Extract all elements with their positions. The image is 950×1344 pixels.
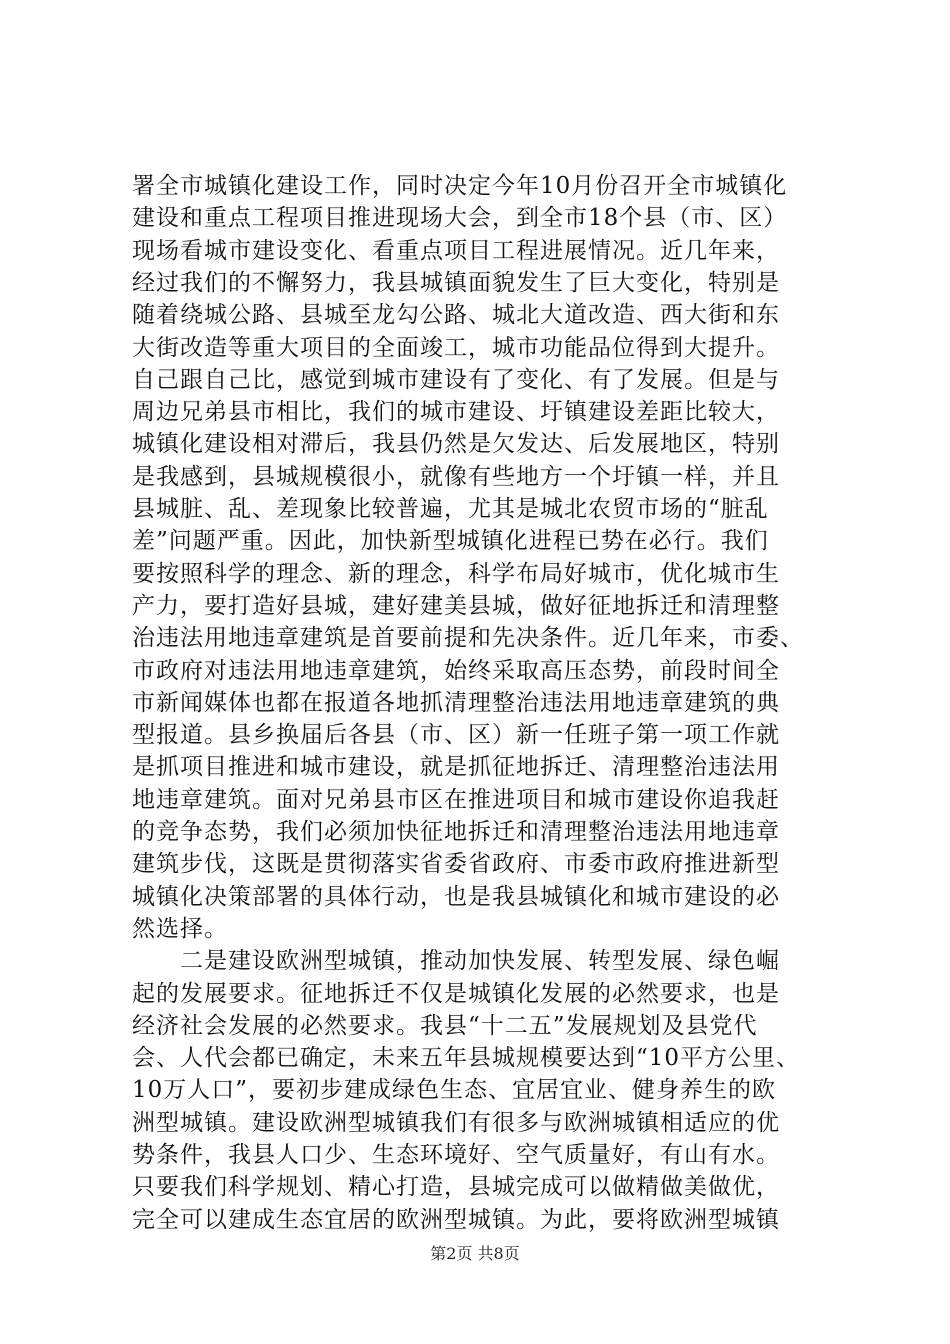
text-line: 要按照科学的理念、新的理念，科学布局好城市，优化城市生 (132, 560, 780, 587)
text-line: 建设和重点工程项目推进现场大会，到全市18个县（市、区） (132, 205, 788, 232)
text-line: 洲型城镇。建设欧洲型城镇我们有很多与欧洲城镇相适应的优 (132, 1109, 780, 1136)
text-line: 大街改造等重大项目的全面竣工，城市功能品位得到大提升。 (132, 334, 780, 361)
text-line: 产力，要打造好县城，建好建美县城，做好征地拆迁和清理整 (132, 592, 780, 619)
text-line: 完全可以建成生态宜居的欧洲型城镇。为此，要将欧洲型城镇 (132, 1206, 780, 1233)
text-line: 现场看城市建设变化、看重点项目工程进展情况。近几年来， (132, 237, 780, 264)
text-line: 治违法用地违章建筑是首要前提和先决条件。近几年来，市委、 (132, 625, 804, 652)
text-line: 地违章建筑。面对兄弟县市区在推进项目和城市建设你追我赶 (132, 786, 780, 813)
text-line: 署全市城镇化建设工作，同时决定今年10月份召开全市城镇化 (132, 173, 788, 199)
text-line: 周边兄弟县市相比，我们的城市建设、圩镇建设差距比较大， (132, 399, 780, 426)
text-line: 会、人代会都已确定，未来五年县城规模要达到“10平方公里、 (132, 1045, 801, 1072)
text-line: 随着绕城公路、县城至龙勾公路、城北大道改造、西大街和东 (132, 302, 780, 329)
text-line: 势条件，我县人口少、生态环境好、空气质量好，有山有水。 (132, 1142, 780, 1168)
text-line: 经过我们的不懈努力，我县城镇面貌发生了巨大变化，特别是 (132, 269, 780, 296)
text-line: 城镇化决策部署的具体行动，也是我县城镇化和城市建设的必 (132, 883, 780, 910)
text-line: 市新闻媒体也都在报道各地抓清理整治违法用地违章建筑的典 (132, 689, 780, 716)
text-line: 的竞争态势，我们必须加快征地拆迁和清理整治违法用地违章 (132, 819, 780, 845)
text-line: 型报道。县乡换届后各县（市、区）新一任班子第一项工作就 (132, 722, 780, 749)
text-line: 然选择。 (132, 915, 228, 942)
text-line: 自己跟自己比，感觉到城市建设有了变化、有了发展。但是与 (132, 366, 780, 393)
text-line: 经济社会发展的必然要求。我县“十二五”发展规划及县党代 (132, 1012, 758, 1039)
text-line: 二是建设欧洲型城镇，推动加快发展、转型发展、绿色崛 (132, 948, 780, 975)
text-line: 是抓项目推进和城市建设，就是抓征地拆迁、清理整治违法用 (132, 754, 780, 781)
text-line: 市政府对违法用地违章建筑，始终采取高压态势，前段时间全 (132, 657, 780, 684)
text-line: 只要我们科学规划、精心打造，县城完成可以做精做美做优， (132, 1174, 780, 1201)
text-line: 建筑步伐，这既是贯彻落实省委省政府、市委市政府推进新型 (132, 851, 780, 878)
text-line: 起的发展要求。征地拆迁不仅是城镇化发展的必然要求，也是 (132, 980, 780, 1007)
text-line: 县城脏、乱、差现象比较普遍，尤其是城北农贸市场的“脏乱 (132, 496, 769, 522)
page-footer: 第2页 共8页 (430, 1244, 520, 1263)
text-line: 是我感到，县城规模很小，就像有些地方一个圩镇一样，并且 (132, 463, 780, 490)
text-line: 10万人口”，要初步建成绿色生态、宜居宜业、健身养生的欧 (132, 1077, 777, 1104)
text-line: 差”问题严重。因此，加快新型城镇化进程已势在必行。我们 (132, 528, 769, 555)
text-line: 城镇化建设相对滞后，我县仍然是欠发达、后发展地区，特别 (132, 431, 780, 458)
